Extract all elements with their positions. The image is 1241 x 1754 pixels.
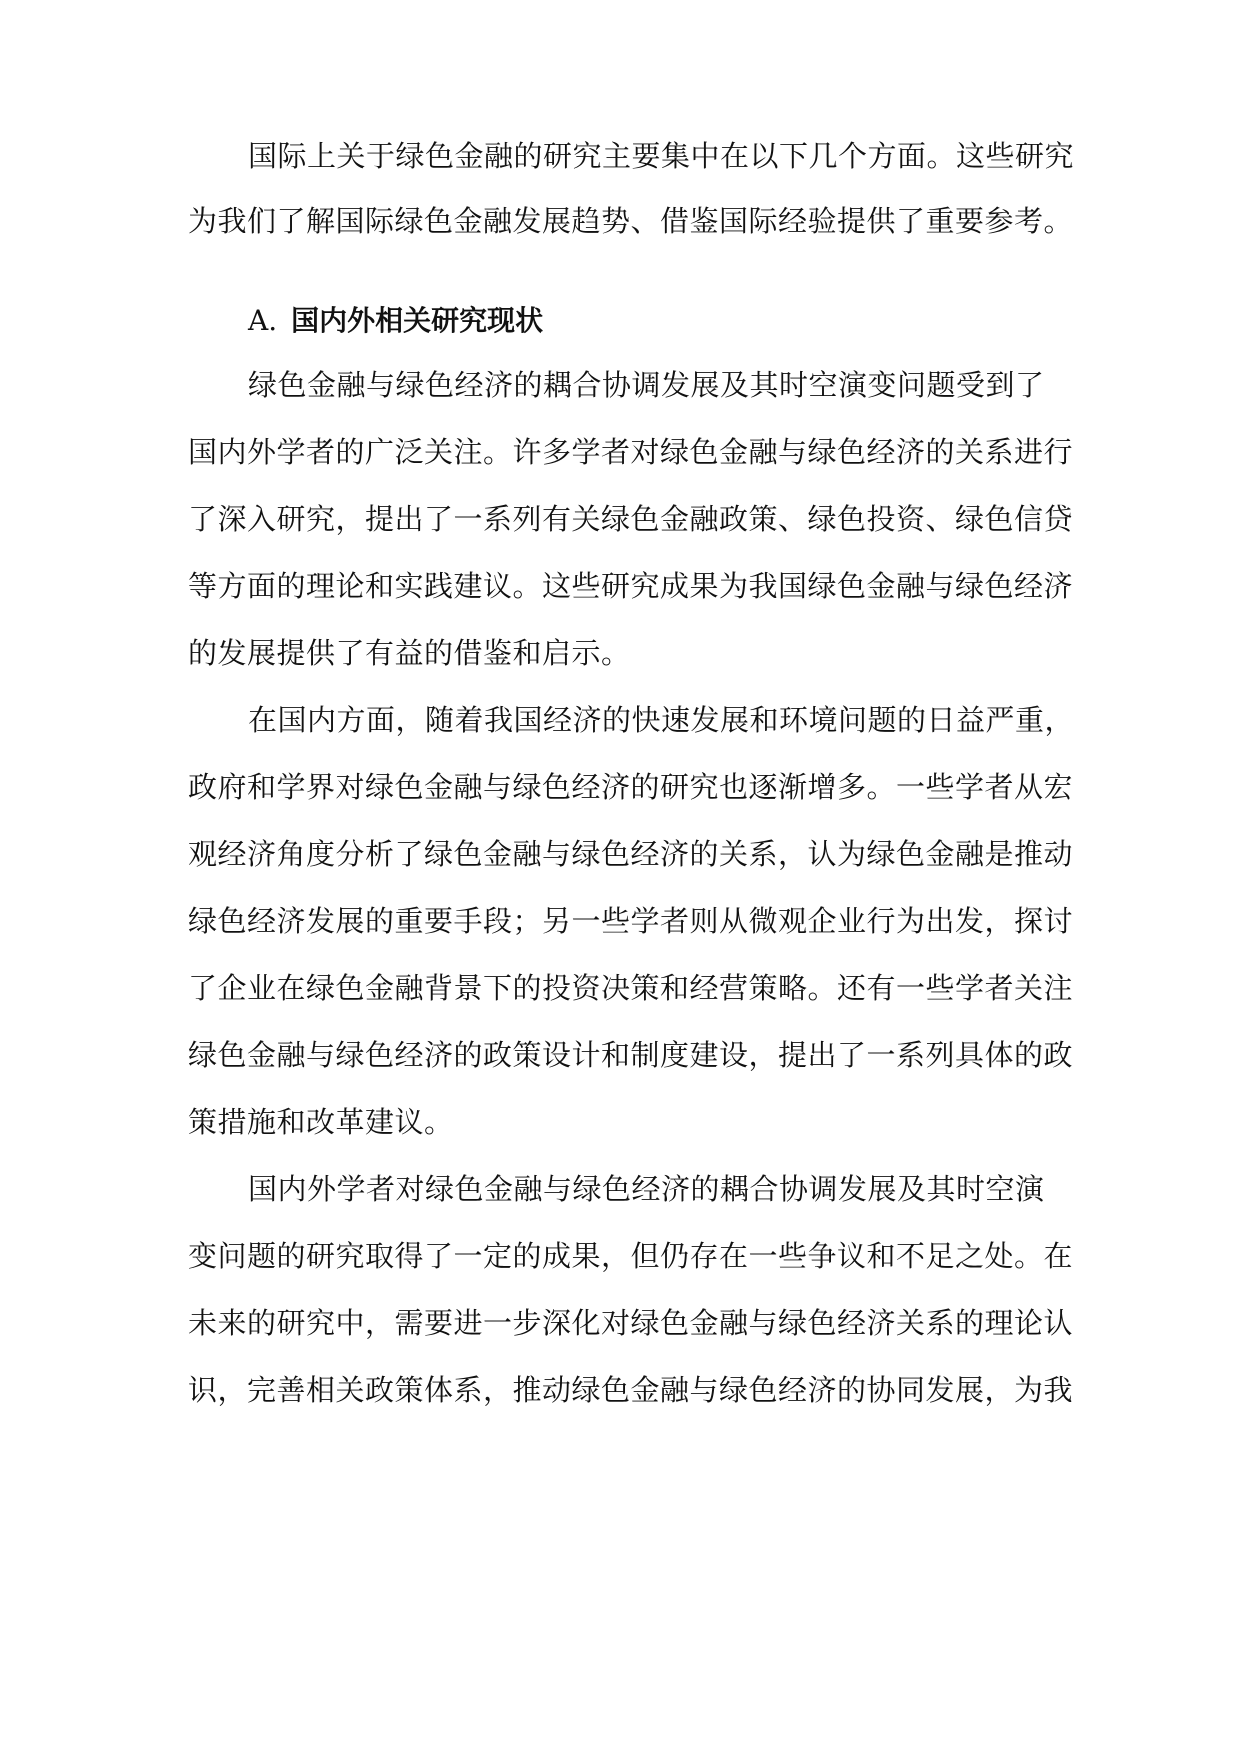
para3-line-4: 识，完善相关政策体系，推动绿色金融与绿色经济的协同发展，为我 [188, 1373, 1074, 1407]
para1-line-3: 了深入研究，提出了一系列有关绿色金融政策、绿色投资、绿色信贷 [188, 502, 1074, 536]
para1-line-4: 等方面的理论和实践建议。这些研究成果为我国绿色金融与绿色经济 [188, 569, 1074, 603]
para3-line-2: 变问题的研究取得了一定的成果，但仍存在一些争议和不足之处。在 [188, 1239, 1074, 1273]
para1-line-1: 绿色金融与绿色经济的耦合协调发展及其时空演变问题受到了 [248, 368, 1045, 402]
para3-line-1: 国内外学者对绿色金融与绿色经济的耦合协调发展及其时空演 [248, 1172, 1045, 1206]
para1-line-2: 国内外学者的广泛关注。许多学者对绿色金融与绿色经济的关系进行 [188, 435, 1074, 469]
para2-line-4: 绿色经济发展的重要手段；另一些学者则从微观企业行为出发，探讨 [188, 904, 1074, 938]
para1-line-5: 的发展提供了有益的借鉴和启示。 [188, 636, 631, 670]
intro-line-2: 为我们了解国际绿色金融发展趋势、借鉴国际经验提供了重要参考。 [188, 204, 1074, 238]
para2-line-7: 策措施和改革建议。 [188, 1105, 454, 1139]
para2-line-5: 了企业在绿色金融背景下的投资决策和经营策略。还有一些学者关注 [188, 971, 1074, 1005]
para3-line-3: 未来的研究中，需要进一步深化对绿色金融与绿色经济关系的理论认 [188, 1306, 1074, 1340]
para2-line-6: 绿色金融与绿色经济的政策设计和制度建设，提出了一系列具体的政 [188, 1038, 1074, 1072]
intro-line-1: 国际上关于绿色金融的研究主要集中在以下几个方面。这些研究 [248, 139, 1075, 173]
section-number: A. [248, 304, 278, 337]
para2-line-1: 在国内方面，随着我国经济的快速发展和环境问题的日益严重， [248, 703, 1075, 737]
para2-line-3: 观经济角度分析了绿色金融与绿色经济的关系，认为绿色金融是推动 [188, 837, 1074, 871]
section-title: 国内外相关研究现状 [291, 304, 544, 337]
para2-line-2: 政府和学界对绿色金融与绿色经济的研究也逐渐增多。一些学者从宏 [188, 770, 1074, 804]
section-heading [248, 301, 543, 341]
